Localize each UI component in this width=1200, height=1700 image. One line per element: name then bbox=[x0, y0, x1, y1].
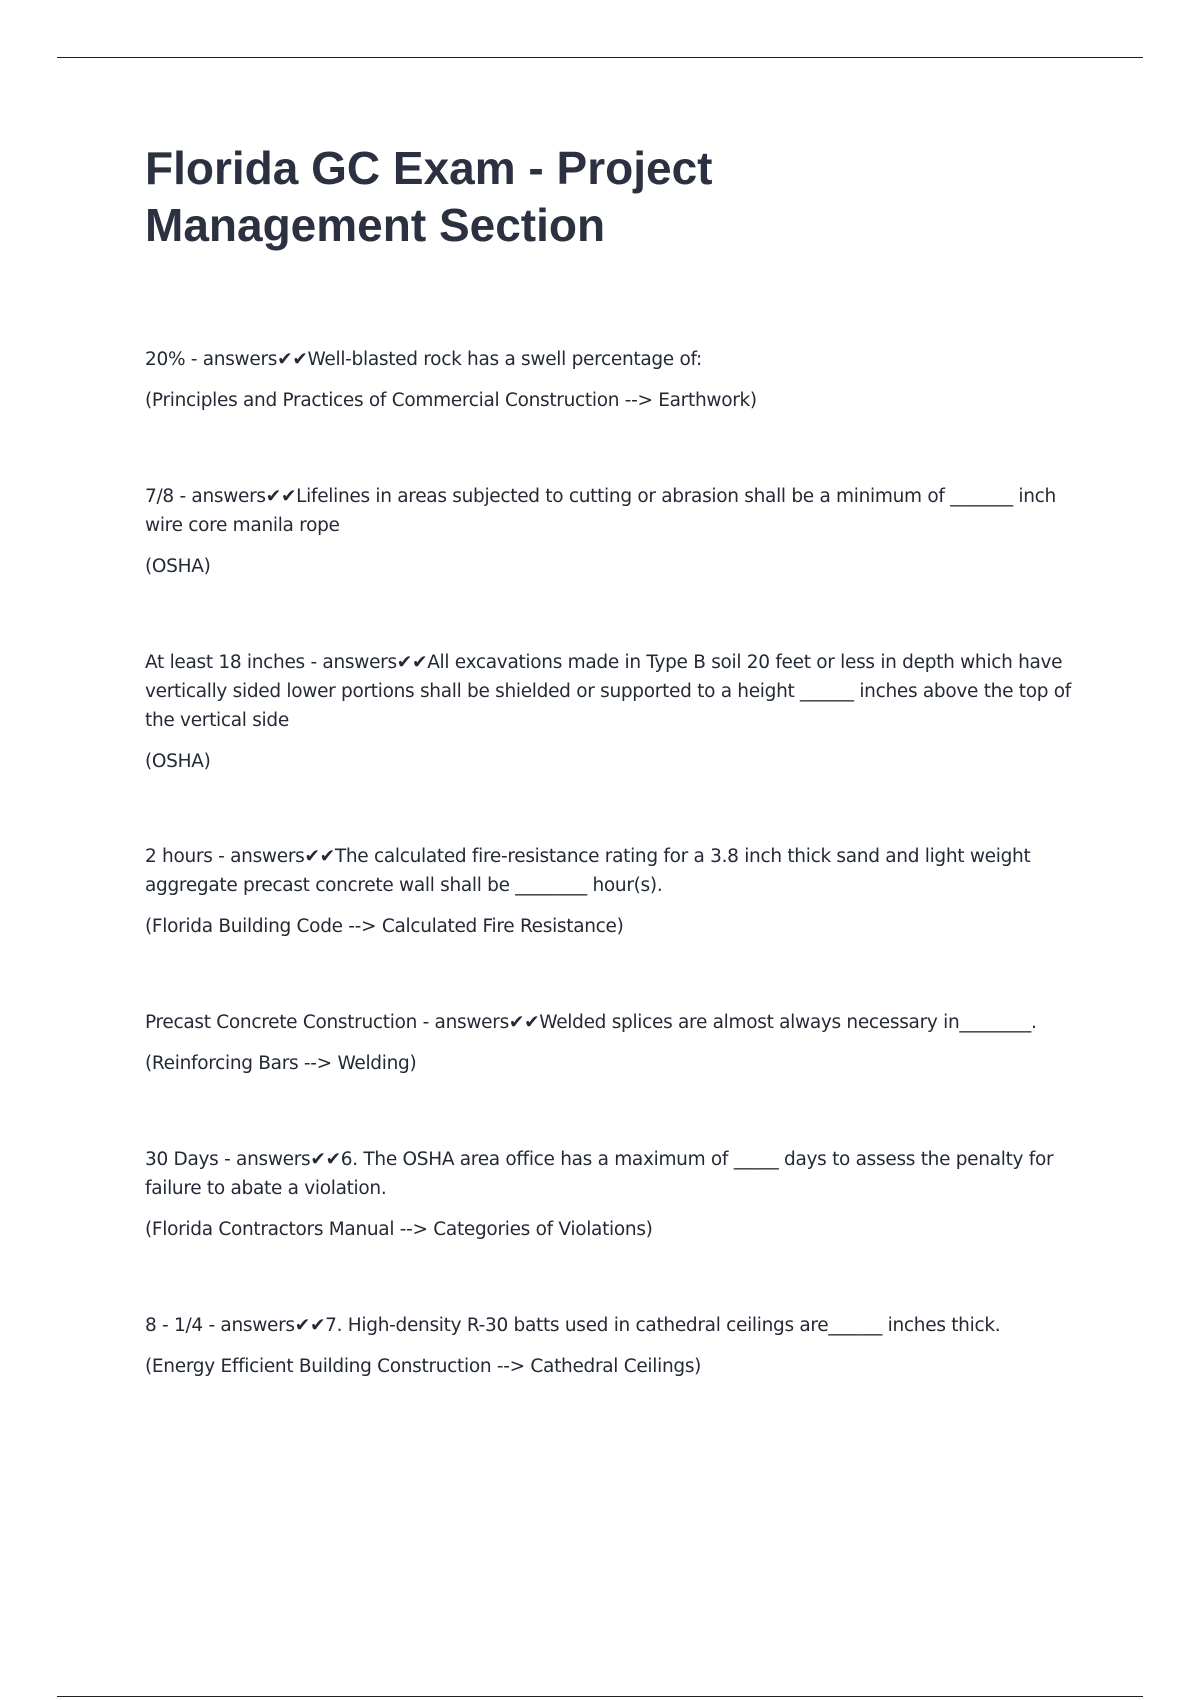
qa-source: (Energy Efficient Building Construction --> Cathedral Ceilings) bbox=[145, 1356, 702, 1377]
qa-entry bbox=[145, 345, 1080, 415]
qa-question: 8 - 1/4 - answers✔✔7. High-density R-30 batts used in cathedral ceilings are______ inches thick. bbox=[145, 1315, 1001, 1336]
qa-source: (Florida Building Code --> Calculated Fire Resistance) bbox=[145, 916, 624, 937]
qa-question: 30 Days - answers✔✔6. The OSHA area office has a maximum of _____ days to assess the penalty for failure to abate a violation. bbox=[145, 1149, 1054, 1199]
qa-source: (OSHA) bbox=[145, 751, 211, 772]
qa-question: Precast Concrete Construction - answers✔✔Welded splices are almost always necessary in________. bbox=[145, 1012, 1037, 1033]
top-rule bbox=[57, 57, 1143, 58]
qa-entry bbox=[145, 842, 1080, 941]
qa-entry bbox=[145, 1311, 1080, 1381]
qa-entry bbox=[145, 1145, 1080, 1244]
qa-source: (Reinforcing Bars --> Welding) bbox=[145, 1053, 417, 1074]
bottom-rule bbox=[57, 1696, 1143, 1697]
qa-question: 20% - answers✔✔Well-blasted rock has a swell percentage of: bbox=[145, 349, 702, 370]
qa-question: 7/8 - answers✔✔Lifelines in areas subjected to cutting or abrasion shall be a minimum of _______ inch wire core manila rope bbox=[145, 486, 1056, 536]
qa-entry bbox=[145, 648, 1080, 776]
page-title: Florida GC Exam - Project Management Section bbox=[145, 142, 713, 251]
qa-source: (OSHA) bbox=[145, 556, 211, 577]
qa-question: At least 18 inches - answers✔✔All excavations made in Type B soil 20 feet or less in depth which have vertically sided lower portions shall be shielded or supported to a height ______ inches above the top of the vertical side bbox=[145, 652, 1071, 731]
qa-source: (Florida Contractors Manual --> Categories of Violations) bbox=[145, 1219, 653, 1240]
qa-entry bbox=[145, 482, 1080, 581]
qa-source: (Principles and Practices of Commercial Construction --> Earthwork) bbox=[145, 390, 757, 411]
qa-entry bbox=[145, 1008, 1080, 1078]
qa-question: 2 hours - answers✔✔The calculated fire-resistance rating for a 3.8 inch thick sand and light weight aggregate precast concrete wall shall be ________ hour(s). bbox=[145, 846, 1031, 896]
